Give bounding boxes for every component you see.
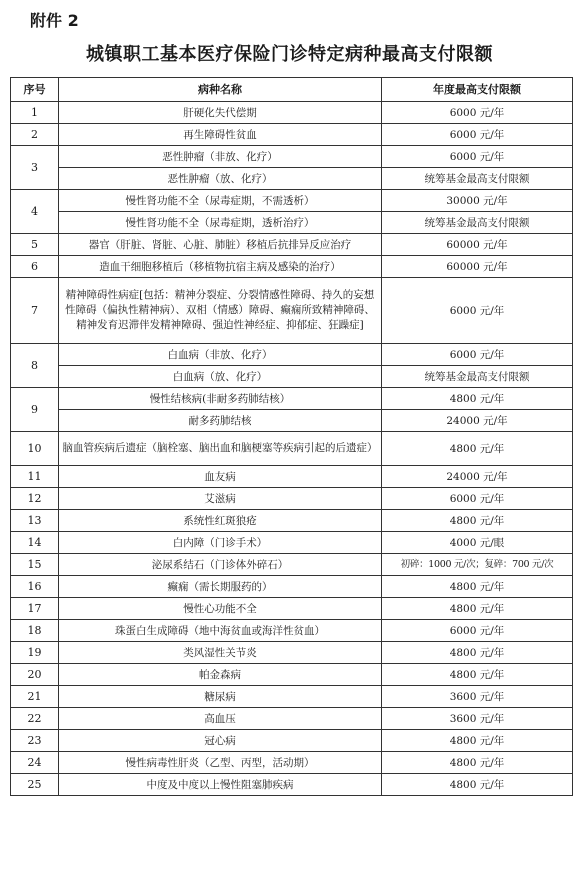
- annual-limit-cell: 6000 元/年: [382, 124, 573, 146]
- row-serial-number: 22: [11, 708, 59, 730]
- table-row: [11, 642, 573, 664]
- annual-limit-cell: 60000 元/年: [382, 256, 573, 278]
- row-serial-number: 15: [11, 554, 59, 576]
- annual-limit-cell: 统筹基金最高支付限额: [382, 168, 573, 190]
- annual-limit-cell: 统筹基金最高支付限额: [382, 212, 573, 234]
- row-serial-number: 18: [11, 620, 59, 642]
- table-row: [11, 554, 573, 576]
- annual-limit-cell: 60000 元/年: [382, 234, 573, 256]
- annual-limit-cell: 4800 元/年: [382, 598, 573, 620]
- disease-name-cell: 系统性红斑狼疮: [59, 510, 382, 532]
- row-serial-number: 3: [11, 146, 59, 190]
- table-row: [11, 488, 573, 510]
- annual-limit-cell: 6000 元/年: [382, 488, 573, 510]
- annual-limit-cell: 4800 元/年: [382, 774, 573, 796]
- annual-limit-cell: 4800 元/年: [382, 730, 573, 752]
- document-title: 城镇职工基本医疗保险门诊特定病种最高支付限额: [86, 44, 493, 65]
- table-row: [11, 212, 573, 234]
- table-row: [11, 124, 573, 146]
- table-row: [11, 344, 573, 366]
- header-disease-name: 病种名称: [59, 78, 382, 102]
- disease-name-cell: 再生障碍性贫血: [59, 124, 382, 146]
- annual-limit-cell: 4800 元/年: [382, 642, 573, 664]
- table-row: [11, 278, 573, 344]
- payment-limit-table: [10, 77, 573, 796]
- row-serial-number: 20: [11, 664, 59, 686]
- disease-name-cell: 肝硬化失代偿期: [59, 102, 382, 124]
- disease-name-cell: 类风湿性关节炎: [59, 642, 382, 664]
- table-row: [11, 708, 573, 730]
- disease-name-cell: 血友病: [59, 466, 382, 488]
- disease-name-cell: 慢性病毒性肝炎（乙型、丙型，活动期）: [59, 752, 382, 774]
- row-serial-number: 13: [11, 510, 59, 532]
- table-row: [11, 190, 573, 212]
- table-row: [11, 102, 573, 124]
- annual-limit-cell: 初碎：1000 元/次；复碎：700 元/次: [382, 554, 573, 576]
- row-serial-number: 17: [11, 598, 59, 620]
- disease-name-cell: 慢性肾功能不全（尿毒症期，不需透析）: [59, 190, 382, 212]
- disease-name-cell: 恶性肿瘤（非放、化疗）: [59, 146, 382, 168]
- disease-name-cell: 白血病（放、化疗）: [59, 366, 382, 388]
- row-serial-number: 14: [11, 532, 59, 554]
- disease-name-cell: 白内障（门诊手术）: [59, 532, 382, 554]
- row-serial-number: 2: [11, 124, 59, 146]
- disease-name-cell: 珠蛋白生成障碍（地中海贫血或海洋性贫血）: [59, 620, 382, 642]
- table-row: [11, 510, 573, 532]
- table-row: [11, 620, 573, 642]
- table-row: [11, 664, 573, 686]
- annual-limit-cell: 6000 元/年: [382, 620, 573, 642]
- row-serial-number: 4: [11, 190, 59, 234]
- table-row: [11, 752, 573, 774]
- annual-limit-cell: 6000 元/年: [382, 146, 573, 168]
- row-serial-number: 6: [11, 256, 59, 278]
- disease-name-cell: 脑血管疾病后遗症（脑栓塞、脑出血和脑梗塞等疾病引起的后遗症）: [59, 432, 382, 466]
- row-serial-number: 1: [11, 102, 59, 124]
- disease-name-cell: 精神障碍性病症[包括：精神分裂症、分裂情感性障碍、持久的妄想性障碍（偏执性精神病）、双相（情感）障碍、癫痫所致精神障碍、精神发育迟滞伴发精神障碍、强迫性神经症、抑郁症、狂躁症]: [59, 278, 382, 344]
- row-serial-number: 5: [11, 234, 59, 256]
- disease-name-cell: 中度及中度以上慢性阻塞肺疾病: [59, 774, 382, 796]
- table-row: [11, 388, 573, 410]
- disease-name-cell: 恶性肿瘤（放、化疗）: [59, 168, 382, 190]
- table-row: [11, 532, 573, 554]
- table-row: [11, 686, 573, 708]
- annual-limit-cell: 30000 元/年: [382, 190, 573, 212]
- table-body: [11, 102, 573, 796]
- annual-limit-cell: 统筹基金最高支付限额: [382, 366, 573, 388]
- disease-name-cell: 慢性肾功能不全（尿毒症期，透析治疗）: [59, 212, 382, 234]
- row-serial-number: 23: [11, 730, 59, 752]
- annual-limit-cell: 3600 元/年: [382, 686, 573, 708]
- table-row: [11, 234, 573, 256]
- disease-name-cell: 癫痫（需长期服药的）: [59, 576, 382, 598]
- row-serial-number: 21: [11, 686, 59, 708]
- disease-name-cell: 糖尿病: [59, 686, 382, 708]
- disease-name-cell: 高血压: [59, 708, 382, 730]
- table-row: [11, 774, 573, 796]
- annual-limit-cell: 4000 元/眼: [382, 532, 573, 554]
- table-row: [11, 730, 573, 752]
- table-row: [11, 256, 573, 278]
- annual-limit-cell: 4800 元/年: [382, 576, 573, 598]
- annual-limit-cell: 6000 元/年: [382, 102, 573, 124]
- annual-limit-cell: 4800 元/年: [382, 510, 573, 532]
- header-annual-limit: 年度最高支付限额: [382, 78, 573, 102]
- row-serial-number: 11: [11, 466, 59, 488]
- disease-name-cell: 慢性心功能不全: [59, 598, 382, 620]
- disease-name-cell: 造血干细胞移植后（移植物抗宿主病及感染的治疗）: [59, 256, 382, 278]
- disease-name-cell: 泌尿系结石（门诊体外碎石）: [59, 554, 382, 576]
- disease-name-cell: 冠心病: [59, 730, 382, 752]
- disease-name-cell: 艾滋病: [59, 488, 382, 510]
- annual-limit-cell: 4800 元/年: [382, 388, 573, 410]
- row-serial-number: 9: [11, 388, 59, 432]
- table-row: [11, 576, 573, 598]
- disease-name-cell: 白血病（非放、化疗）: [59, 344, 382, 366]
- annual-limit-cell: 4800 元/年: [382, 432, 573, 466]
- table-row: [11, 432, 573, 466]
- row-serial-number: 24: [11, 752, 59, 774]
- table-row: [11, 366, 573, 388]
- table-row: [11, 146, 573, 168]
- annual-limit-cell: 24000 元/年: [382, 410, 573, 432]
- attachment-label: 附件 2: [30, 11, 79, 30]
- disease-name-cell: 帕金森病: [59, 664, 382, 686]
- row-serial-number: 16: [11, 576, 59, 598]
- annual-limit-cell: 24000 元/年: [382, 466, 573, 488]
- annual-limit-cell: 3600 元/年: [382, 708, 573, 730]
- annual-limit-cell: 6000 元/年: [382, 344, 573, 366]
- annual-limit-cell: 6000 元/年: [382, 278, 573, 344]
- row-serial-number: 19: [11, 642, 59, 664]
- row-serial-number: 25: [11, 774, 59, 796]
- row-serial-number: 12: [11, 488, 59, 510]
- table-row: [11, 598, 573, 620]
- row-serial-number: 8: [11, 344, 59, 388]
- annual-limit-cell: 4800 元/年: [382, 752, 573, 774]
- disease-name-cell: 器官（肝脏、肾脏、心脏、肺脏）移植后抗排异反应治疗: [59, 234, 382, 256]
- table-header-row: [11, 78, 573, 102]
- table-row: [11, 466, 573, 488]
- table-row: [11, 410, 573, 432]
- row-serial-number: 10: [11, 432, 59, 466]
- row-serial-number: 7: [11, 278, 59, 344]
- table-row: [11, 168, 573, 190]
- disease-name-cell: 耐多药肺结核: [59, 410, 382, 432]
- disease-name-cell: 慢性结核病(非耐多药肺结核）: [59, 388, 382, 410]
- annual-limit-cell: 4800 元/年: [382, 664, 573, 686]
- header-serial-number: 序号: [11, 78, 59, 102]
